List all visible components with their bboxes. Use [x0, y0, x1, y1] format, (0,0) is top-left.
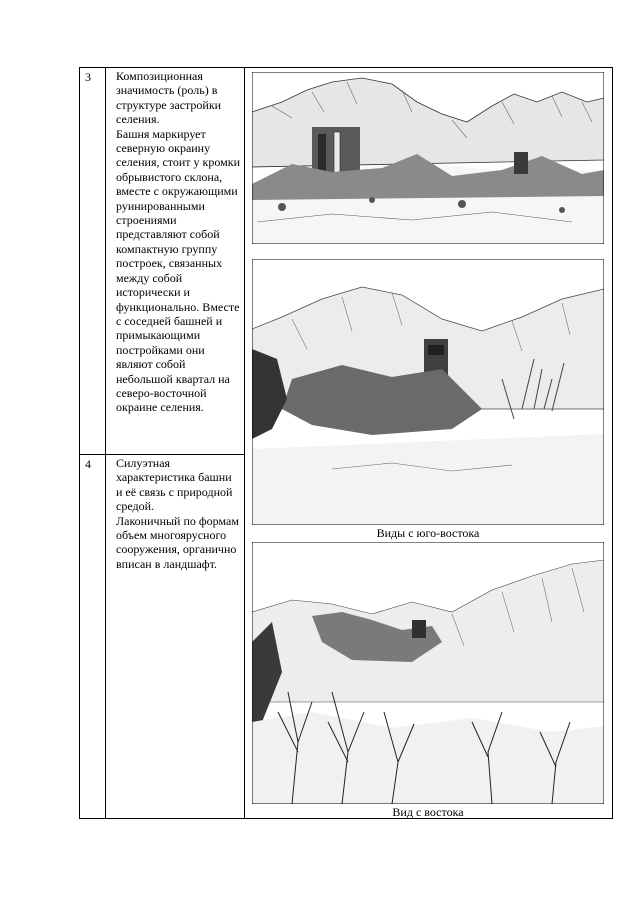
- row-body: Лаконичный по формам объем многоярусного сооружения, органично вписан в ландшафт.: [116, 513, 239, 571]
- photo-caption: Виды с юго-востока: [376, 526, 480, 540]
- photo-tower-southeast-2: [252, 259, 604, 525]
- photo-tower-southeast-1: [252, 72, 604, 244]
- row-heading: Композиционная значимость (роль) в структуре застройки селения.: [116, 69, 222, 127]
- column-divider: [105, 67, 106, 819]
- row-divider: [79, 454, 245, 455]
- row-heading: Силуэтная характеристика башни и её связь с природной средой.: [116, 456, 233, 514]
- row-number: 4: [85, 457, 91, 471]
- row-body: Башня маркирует северную окраину селения, стоит у кромки обрывистого склона, вместе с окружающими руинированными строениями представляют собой компактную группу построек, связанных между собой исторически и функционально. Вместе с соседней башней и примыкающими постройками они являют собой небольшой квартал на северо-восточной окраине селения.: [116, 126, 241, 415]
- photo-caption: Вид с востока: [392, 805, 464, 819]
- column-divider: [244, 67, 245, 819]
- photo-tower-east: [252, 542, 604, 804]
- row-description: [116, 456, 240, 571]
- row-description: [116, 69, 240, 415]
- row-number: 3: [85, 70, 91, 84]
